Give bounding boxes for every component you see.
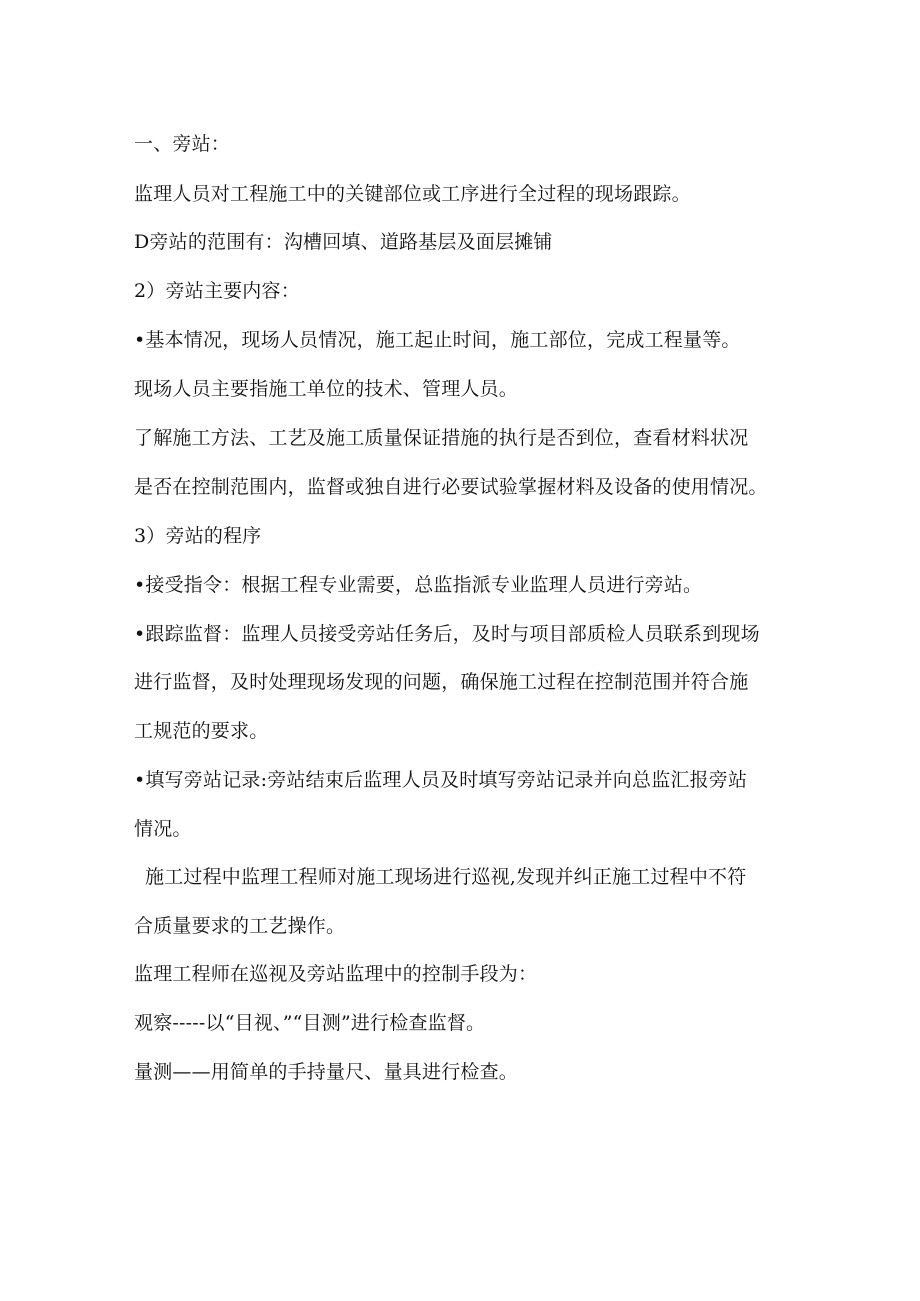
paragraph-line: 观察-----以“目视、”“目测”进行检查监督。 (134, 1012, 486, 1034)
paragraph-line: 情况。 (134, 818, 192, 840)
paragraph-line: 现场人员主要指施工单位的技术、管理人员。 (134, 378, 519, 400)
paragraph-line: D旁站的范围有：沟槽回填、道路基层及面层摊铺 (134, 231, 553, 253)
paragraph-line: 是否在控制范围内，监督或独自进行必要试验掌握材料及设备的使用情况。 (134, 476, 768, 498)
subheading-main-content: 2）旁站主要内容： (134, 280, 300, 302)
paragraph-line: 量测——用简单的手持量尺、量具进行检查。 (134, 1061, 519, 1083)
bullet-item: •跟踪监督：监理人员接受旁站任务后，及时与项目部质检人员联系到现场 (134, 623, 760, 645)
paragraph-line: 工规范的要求。 (134, 720, 269, 742)
paragraph-line: 监理工程师在巡视及旁站监理中的控制手段为： (134, 963, 538, 985)
section-heading-pangzhan: 一、旁站： (134, 133, 231, 155)
paragraph-line: 了解施工方法、工艺及施工质量保证措施的执行是否到位，查看材料状况 (134, 427, 749, 449)
paragraph-line: 施工过程中监理工程师对施工现场进行巡视,发现并纠正施工过程中不符 (145, 866, 747, 888)
paragraph-line: 监理人员对工程施工中的关键部位或工序进行全过程的现场跟踪。 (134, 183, 691, 205)
paragraph-line: 合质量要求的工艺操作。 (134, 915, 346, 937)
paragraph-line: 进行监督，及时处理现场发现的问题，确保施工过程在控制范围并符合施 (134, 671, 749, 693)
bullet-item: •接受指令：根据工程专业需要，总监指派专业监理人员进行旁站。 (134, 574, 703, 596)
bullet-item: •基本情况，现场人员情况，施工起止时间，施工部位，完成工程量等。 (134, 329, 741, 351)
bullet-item: •填写旁站记录:旁站结束后监理人员及时填写旁站记录并向总监汇报旁站 (134, 769, 748, 791)
subheading-procedure: 3）旁站的程序 (134, 525, 262, 547)
